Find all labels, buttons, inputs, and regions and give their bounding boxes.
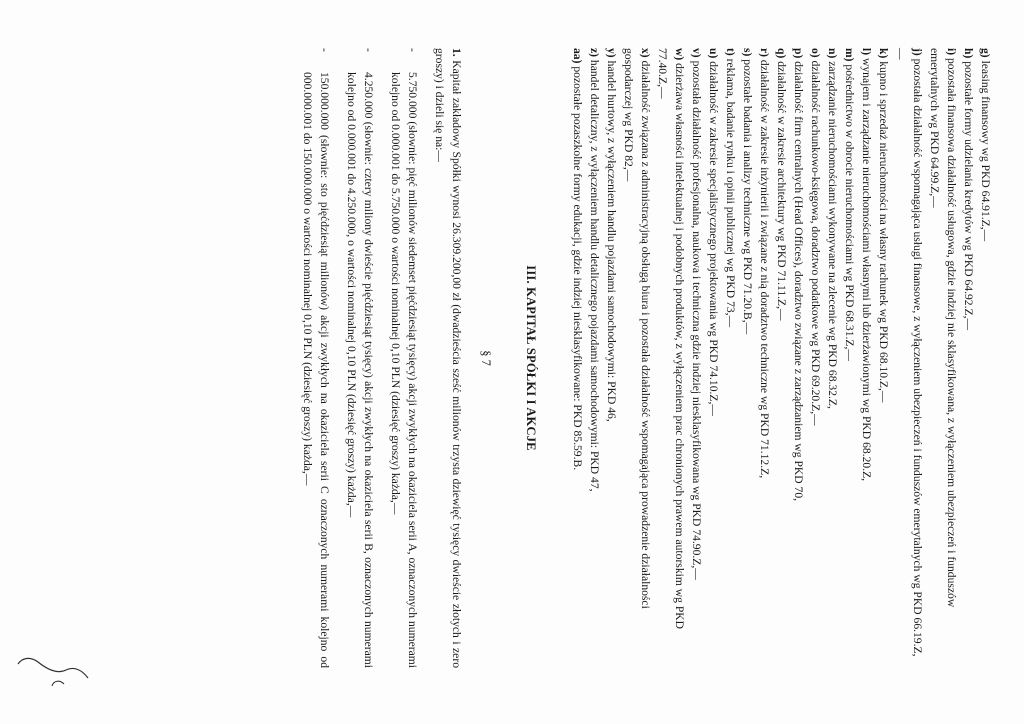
item-text: pozostałe pozaszkolne formy edukacji, gdzie indziej niesklasyfikowane: PKD 85.59.B. <box>571 63 584 471</box>
item-label: j) <box>911 48 924 56</box>
list-item <box>688 48 705 668</box>
item-label: y) <box>605 48 618 58</box>
list-item <box>841 48 858 668</box>
item-text: działalność w zakresie architektury wg PKD 71.11.Z,— <box>775 58 788 321</box>
item-text: handel hurtowy, z wyłączeniem handlu pojazdami samochodowymi: PKD 46, <box>605 57 618 422</box>
item-text: reklama, badanie rynku i opinii publicznej wg PKD 73,— <box>724 55 737 328</box>
item-text: działalność firm centralnych (Head Offices), doradztwo związane z zarządzaniem wg PKD 70, <box>792 58 805 502</box>
paragraph-number: § 7 <box>479 350 493 366</box>
list-item <box>620 48 654 668</box>
item-label: g) <box>979 48 992 58</box>
list-item <box>824 48 841 668</box>
item-text: pozostała finansowa działalność usługowa, gdzie indziej nie sklasyfikowana, z wyłączeniem ubezpieczeń i funduszów emerytalnych wg PKD 64.99.Z,— <box>928 48 958 608</box>
item-label: w) <box>673 48 686 61</box>
list-item <box>858 48 875 668</box>
document-content <box>289 48 994 668</box>
item-label: r) <box>758 48 771 58</box>
item-label: i) <box>945 48 958 56</box>
share-series-text: 5.750.000 (słownie: pięć milionów siedemset pięćdziesiąt tysięcy) akcji zwykłych na okaziciela serii A, oznaczonych numerami kolejno od 0.000.001 do 5.750.000 o wartości nominalnej 0,10 PLN (dziesięć groszy) każda,— <box>389 72 419 668</box>
item-text: zarządzanie nieruchomościami wykonywane na zlecenie wg PKD 68.32.Z, <box>826 58 839 409</box>
item-text: działalność w zakresie specjalistycznego projektowania wg PKD 74.10.Z,— <box>707 58 720 417</box>
item-label: l) <box>860 48 873 56</box>
item-text: działalność w zakresie inżynierii i związane z nią doradztwo techniczne wg PKD 71.12.Z, <box>758 57 771 479</box>
share-series-item <box>299 48 333 668</box>
list-item <box>977 48 994 668</box>
item-label: q) <box>775 48 788 59</box>
item-text: działalność związana z administracyjną obsługą biura i pozostała działalność wspomagająca prowadzenie działalności gospodarczej wg PKD 82,— <box>622 48 652 609</box>
list-item <box>586 48 603 668</box>
item-text: pozostałe formy udzielania kredytów wg PKD 64.92.Z,— <box>962 58 975 331</box>
capital-text: Kapitał zakładowy Spółki wynosi 26.309.200,00 zł (dwadzieścia sześć milionów trzysta dziewięć tysięcy dwieście złotych i zero groszy) i dzieli się na:— <box>433 48 463 668</box>
item-text: działalność rachunkowo-księgowa, doradztwo podatkowe wg PKD 69.20.Z,— <box>809 57 822 426</box>
share-series-text: 4.250.000 (słownie: cztery miliony dwieście pięćdziesiąt tysięcy) akcji zwykłych na okaziciela serii B, oznaczonych numerami kolejno od 0.000.001 do 4.250.000, o wartości nominalnej 0,10 PLN (dziesięć groszy) każda,— <box>345 72 375 668</box>
list-item <box>926 48 960 668</box>
share-series-item <box>343 48 377 668</box>
item-label: u) <box>707 48 720 59</box>
item-label: x) <box>639 48 652 58</box>
list-item <box>807 48 824 668</box>
section-heading: III. KAPITAŁ SPÓŁKI I AKCJE <box>524 265 538 451</box>
item-label: o) <box>809 48 822 58</box>
item-label: h) <box>962 48 975 59</box>
item-label: v) <box>690 48 703 58</box>
list-item <box>722 48 739 668</box>
list-item <box>705 48 722 668</box>
list-item <box>892 48 926 668</box>
list-item <box>654 48 688 668</box>
item-label: p) <box>792 48 805 59</box>
capital-paragraph <box>431 48 465 668</box>
item-label: t) <box>724 48 737 56</box>
list-item <box>739 48 756 668</box>
item-label: aa) <box>571 48 584 64</box>
dash-marker: - <box>406 48 419 52</box>
list-item <box>773 48 790 668</box>
share-series-item <box>387 48 421 668</box>
item-text: pośrednictwo w obrocie nieruchomościami wg PKD 68.31.Z,— <box>843 61 856 361</box>
item-text: pozostała działalność profesjonalna, naukowa i techniczna gdzie indziej niesklasyfikowana wg PKD 74.90.Z,— <box>690 57 703 580</box>
item-text: handel detaliczny, z wyłączeniem handlu detalicznego pojazdami samochodowymi: PKD 47, <box>588 57 601 492</box>
list-item <box>875 48 892 668</box>
item-text: dzierżawa własności intelektualnej i podobnych produktów, z wyłączeniem prac chronionych prawem autorskim wg PKD 77.40.Z,— <box>656 48 686 630</box>
item-label: s) <box>741 48 754 57</box>
item-text: pozostałe badania i analizy techniczne wg PKD 71.20.B,— <box>741 56 754 335</box>
item-text: pozostała działalność wspomagająca usługi finansowe, z wyłączeniem ubezpieczeń i funduszów emerytalnych wg PKD 66.19.Z,— <box>894 48 924 657</box>
item-label: k) <box>877 48 890 59</box>
item-text: kupno i sprzedaż nieruchomości na własny rachunek wg PKD 68.10.Z,— <box>877 58 890 403</box>
list-item <box>756 48 773 668</box>
list-item <box>960 48 977 668</box>
item-text: wynajem i zarządzanie nieruchomościami własnymi lub dzierżawionymi wg PKD 68.20.Z, <box>860 55 873 482</box>
item-text: leasing finansowy wg PKD 64.91.Z,— <box>979 57 992 242</box>
list-item <box>569 48 586 668</box>
item-label: n) <box>826 48 839 59</box>
dash-marker: - <box>318 48 331 52</box>
list-item <box>603 48 620 668</box>
dash-marker: - <box>362 48 375 52</box>
capital-number: 1. <box>450 48 463 57</box>
item-label: m) <box>843 48 856 62</box>
item-label: z) <box>588 48 601 58</box>
list-item <box>790 48 807 668</box>
share-series-text: 150.000.000 (słownie: sto pięćdziesiąt milionów) akcji zwykłych na okaziciela serii C oznaczonych numerami kolejno od 000.000.001 do 150.000.000 o wartości nominalnej 0,10 PLN (dziesięć groszy) każda,— <box>301 72 331 668</box>
signature-mark <box>14 640 94 700</box>
